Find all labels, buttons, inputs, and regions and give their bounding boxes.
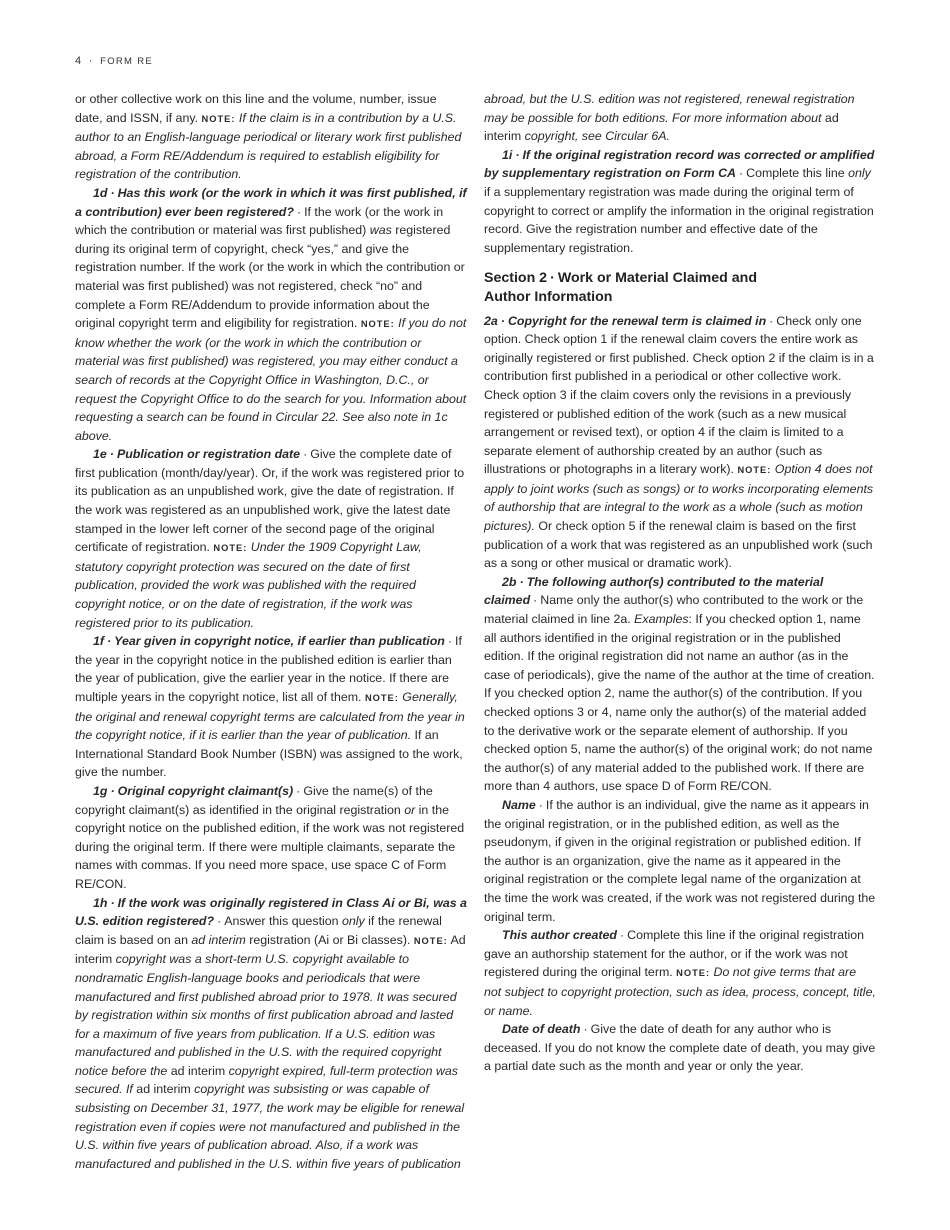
paragraph-1e: 1e · Publication or registration date · Give the complete date of first publication (month/day/year). Or, if the work was registered prior to its publication as an unpublished work, give the date of registration. If the work was registered as an unpublished work, give the latest date stamped in the lower left corner of the second page of the original certificate of registration. NOTE: Under the 1909 Copyright Law, statutory copyright protection was secured on the date of first publication, provided the work was published with the required copyright notice, or on the date of registration, if the work was registered prior to its publication. <box>75 447 465 630</box>
paragraph-2b: 2b · The following author(s) contributed to the material claimed · Name only the author(s) who contributed to the work or the material claimed in line 2a. Examples: If you checked option 1, name all authors identified in the original registration or in the published edition. If the original registration did not name an author (as in the case of periodicals), give the name of the author at the time of creation. If you checked option 2, name the author(s) of the contribution. If you checked options 3 or 4, name only the author(s) of the material added to the derivative work or the separate element of authorship. If you checked option 5, name the author(s) of the original work; do not name the author(s) of any material added to the published work. If there are more than 4 authors, use space D of Form RE/CON. <box>484 574 875 794</box>
paragraph-2a: 2a · Copyright for the renewal term is claimed in · Check only one option. Check option 1 if the renewal claim covers the entire work as originally registered or first published. Check option 2 if the claim is in a contribution first published in a periodical or other collective work. Check option 3 if the claim covers only the revisions in a previously registered or published edition of the work (such as a new musical arrangement or revised text), or option 4 if the claim is limited to a separate element of authorship created by an author (such as illustrations or photographs in a literary work). NOTE: Option 4 does not apply to joint works (such as songs) or to works incorporating elements of authorship that are integral to the work as a whole (such as motion pictures). Or check option 5 if the renewal claim is based on the first publication of a work that was registered as an unpublished work (such as a song or other musical or dramatic work). <box>484 313 874 571</box>
note-label: NOTE: <box>413 935 448 946</box>
note-label: NOTE: <box>360 319 395 330</box>
paragraph-1i: 1i · If the original registration record was corrected or amplified by supplementary registration on Form CA · Complete this line only if a supplementary registration was made during the original term of copyright to correct or amplify the information in the original registration record. Give the registration number and effective date of the supplementary registration. <box>484 147 875 255</box>
item-heading: 2b · The following author(s) contributed to the material claimed <box>484 574 824 608</box>
note-label: NOTE: <box>213 543 248 554</box>
paragraph-1c-continued: or other collective work on this line and the volume, number, issue date, and ISSN, if any. NOTE: If the claim is in a contribution by a U.S. author to an English-language periodical or literary work first published abroad, a Form RE/Addendum is required to establish eligibility for registration of the contribution. <box>75 92 462 182</box>
note-label: NOTE: <box>201 113 236 124</box>
page-header <box>75 55 153 67</box>
section-2-heading: Section 2 · Work or Material Claimed and Author Information <box>484 270 758 305</box>
paragraph-1f: 1f · Year given in copyright notice, if earlier than publication · If the year in the copyright notice in the published edition is earlier than the year of publication, give the earlier year in the notice. If there are multiple years in the copyright notice, list all of them. NOTE: Generally, the original and renewal copyright terms are calculated from the year in the copyright notice, if it is earlier than the year of publication. If an International Standard Book Number (ISBN) was assigned to the work, give the number. <box>75 634 465 780</box>
note-label: NOTE: <box>364 693 399 703</box>
note-label: NOTE: <box>737 465 772 476</box>
item-heading: 1h · If the work was originally registered in Class Ai or Bi, was a U.S. edition registered? <box>75 895 467 929</box>
page-number: 4 <box>75 55 82 67</box>
item-heading: Name <box>502 797 536 812</box>
item-heading: Date of death <box>502 1022 581 1037</box>
paragraph-date-of-death: Date of death · Give the date of death for any author who is deceased. If you do not know the complete date of death, you may give a partial date such as the month and year or only the year. <box>484 1022 876 1074</box>
paragraph-name: Name · If the author is an individual, give the name as it appears in the original registration, or in the published edition, as well as the pseudonym, if given in the original registration or published edition. If the author is an organization, give the name as it appeared in the original registration or the complete legal name of the organization at the time the work was created, if the work was not registered during the original term. <box>484 797 876 924</box>
paragraph-1d: 1d · Has this work (or the work in which it was first published, if a contribution) ever been registered? · If the work (or the work in which the contribution or material was first published) was registered during its original term of copyright, check “yes,” and give the registration number. If the work (or the work in which the contribution or material was first published) was not registered, check “no” and complete a Form RE/Addendum to provide information about the original copyright term and eligibility for registration. NOTE: If you do not know whether the work (or the work in which the contribution or material was first published) was registered, you may either conduct a search of records at the Copyright Office in Washington, D.C., or request the Copyright Office to do the search for you. Information about requesting a search can be found in Circular 22. See also note in 1c above. <box>75 185 467 443</box>
item-heading: 1g · Original copyright claimant(s) <box>93 783 294 798</box>
paragraph-1h-continued: abroad, but the U.S. edition was not registered, renewal registration may be possible for both editions. For more information about ad interim copyright, see Circular 6A. <box>484 92 855 144</box>
item-heading: 2a · Copyright for the renewal term is claimed in <box>484 313 767 328</box>
form-label: FORM RE <box>100 56 154 67</box>
separator-dot: · <box>88 55 94 67</box>
paragraph-1g: 1g · Original copyright claimant(s) · Give the name(s) of the copyright claimant(s) as identified in the original registration or in the copyright notice on the published edition, if the work was not registered during the original term. If there were multiple claimants, separate the names with commas. If you need more space, use space C of Form RE/CON. <box>75 783 465 891</box>
right-column <box>484 90 876 1076</box>
left-column <box>75 90 467 1173</box>
paragraph-author-created: This author created · Complete this line if the original registration gave an authorship statement for the author, or if the work was not registered during the original term. NOTE: Do not give terms that are not subject to copyright protection, such as idea, process, concept, title, or name. <box>484 928 876 1018</box>
note-label: NOTE: <box>676 968 711 979</box>
item-heading: 1d · Has this work (or the work in which it was first published, if a contribution) ever been registered? <box>75 185 467 219</box>
item-heading: This author created <box>502 928 617 943</box>
item-heading: 1i · If the original registration record was corrected or amplified by supplementary registration on Form CA <box>484 147 875 181</box>
item-heading: 1e · Publication or registration date <box>93 447 301 462</box>
item-heading: 1f · Year given in copyright notice, if earlier than publication <box>93 634 445 649</box>
paragraph-1h: 1h · If the work was originally registered in Class Ai or Bi, was a U.S. edition registered? · Answer this question only if the renewal claim is based on an ad interim registration (Ai or Bi classes). NOTE: Ad interim copyright was a short-term U.S. copyright available to nondramatic English-language books and periodicals that were manufactured and first published abroad prior to 1978. It was secured by registration within six months of first publication abroad and lasted for a maximum of five years from publication. If a U.S. edition was manufactured and published in the U.S. with the required copyright notice before the ad interim copyright expired, full-term protection was secured. If ad interim copyright was subsisting or was capable of subsisting on December 31, 1977, the work may be eligible for renewal registration even if copies were not manufactured and published in the U.S. within five years of publication abroad. Also, if a work was manufactured and published in the U.S. within five years of publication <box>75 895 467 1171</box>
